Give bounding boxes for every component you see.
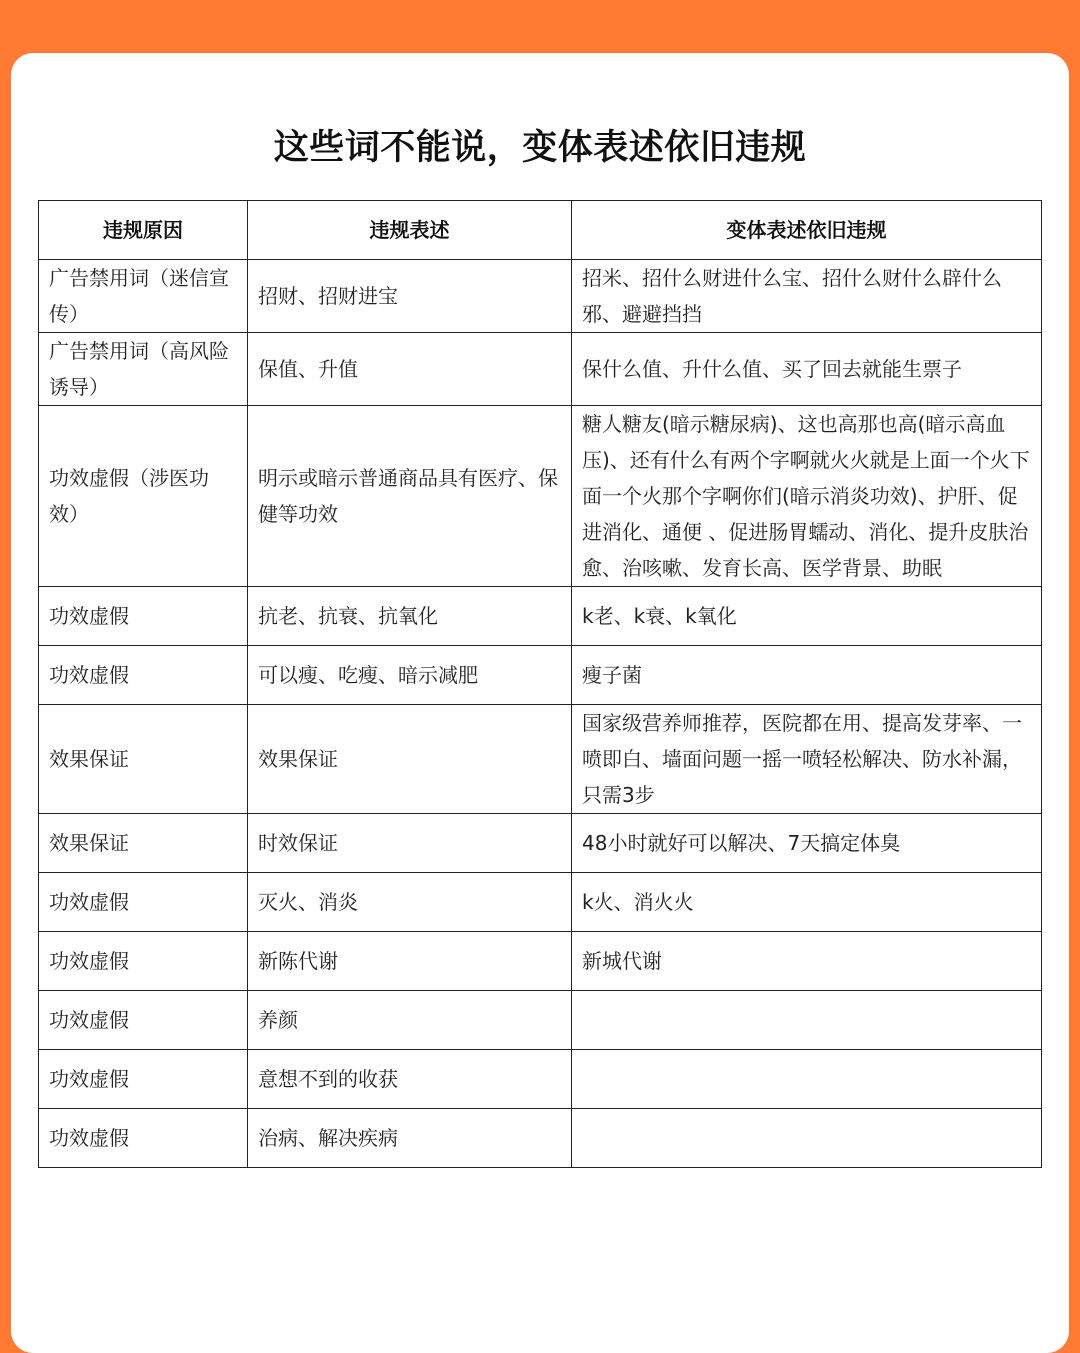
cell-variant: 新城代谢	[572, 932, 1042, 991]
cell-reason: 功效虚假	[39, 932, 248, 991]
page-title: 这些词不能说，变体表述依旧违规	[273, 128, 807, 168]
cell-expression: 招财、招财进宝	[248, 260, 572, 333]
cell-variant	[572, 1109, 1042, 1168]
cell-reason: 功效虚假	[39, 587, 248, 646]
table-row	[39, 814, 1042, 873]
cell-expression: 治病、解决疾病	[248, 1109, 572, 1168]
cell-expression: 新陈代谢	[248, 932, 572, 991]
header-expression: 违规表述	[248, 201, 572, 260]
table-row	[39, 932, 1042, 991]
cell-reason: 功效虚假（涉医功效）	[39, 406, 248, 587]
cell-variant: k老、k衰、k氧化	[572, 587, 1042, 646]
table-row	[39, 1109, 1042, 1168]
cell-variant: 保什么值、升什么值、买了回去就能生票子	[572, 333, 1042, 406]
table-row	[39, 991, 1042, 1050]
header-variant: 变体表述依旧违规	[572, 201, 1042, 260]
cell-expression: 可以瘦、吃瘦、暗示减肥	[248, 646, 572, 705]
cell-expression: 明示或暗示普通商品具有医疗、保健等功效	[248, 406, 572, 587]
cell-variant: 48小时就好可以解决、7天搞定体臭	[572, 814, 1042, 873]
table-row	[39, 646, 1042, 705]
cell-variant	[572, 1050, 1042, 1109]
table-row	[39, 1050, 1042, 1109]
table-row	[39, 705, 1042, 814]
table-row	[39, 587, 1042, 646]
cell-expression: 灭火、消炎	[248, 873, 572, 932]
cell-variant: k火、消火火	[572, 873, 1042, 932]
cell-variant: 招米、招什么财进什么宝、招什么财什么辟什么邪、避避挡挡	[572, 260, 1042, 333]
cell-variant	[572, 991, 1042, 1050]
cell-reason: 功效虚假	[39, 646, 248, 705]
cell-reason: 广告禁用词（迷信宣传）	[39, 260, 248, 333]
table-row	[39, 406, 1042, 587]
cell-variant: 国家级营养师推荐，医院都在用、提高发芽率、一喷即白、墙面问题一摇一喷轻松解决、防水补漏，只需3步	[572, 705, 1042, 814]
table-row	[39, 333, 1042, 406]
cell-variant: 瘦子菌	[572, 646, 1042, 705]
cell-reason: 广告禁用词（高风险诱导）	[39, 333, 248, 406]
cell-expression: 时效保证	[248, 814, 572, 873]
table-row	[39, 873, 1042, 932]
cell-expression: 效果保证	[248, 705, 572, 814]
cell-expression: 抗老、抗衰、抗氧化	[248, 587, 572, 646]
table-row	[39, 260, 1042, 333]
cell-reason: 功效虚假	[39, 991, 248, 1050]
cell-expression: 意想不到的收获	[248, 1050, 572, 1109]
cell-variant: 糖人糖友(暗示糖尿病)、这也高那也高(暗示高血压)、还有什么有两个字啊就火火就是上面一个火下面一个火那个字啊你们(暗示消炎功效)、护肝、促进消化、通便 、促进肠胃蠕动、消化、提升皮肤治愈、治咳嗽、发育长高、医学背景、助眠	[572, 406, 1042, 587]
cell-reason: 效果保证	[39, 814, 248, 873]
table-header-row	[39, 201, 1042, 260]
violation-table	[38, 200, 1042, 1168]
header-reason: 违规原因	[39, 201, 248, 260]
cell-reason: 功效虚假	[39, 1050, 248, 1109]
cell-expression: 养颜	[248, 991, 572, 1050]
cell-expression: 保值、升值	[248, 333, 572, 406]
cell-reason: 功效虚假	[39, 873, 248, 932]
cell-reason: 效果保证	[39, 705, 248, 814]
cell-reason: 功效虚假	[39, 1109, 248, 1168]
